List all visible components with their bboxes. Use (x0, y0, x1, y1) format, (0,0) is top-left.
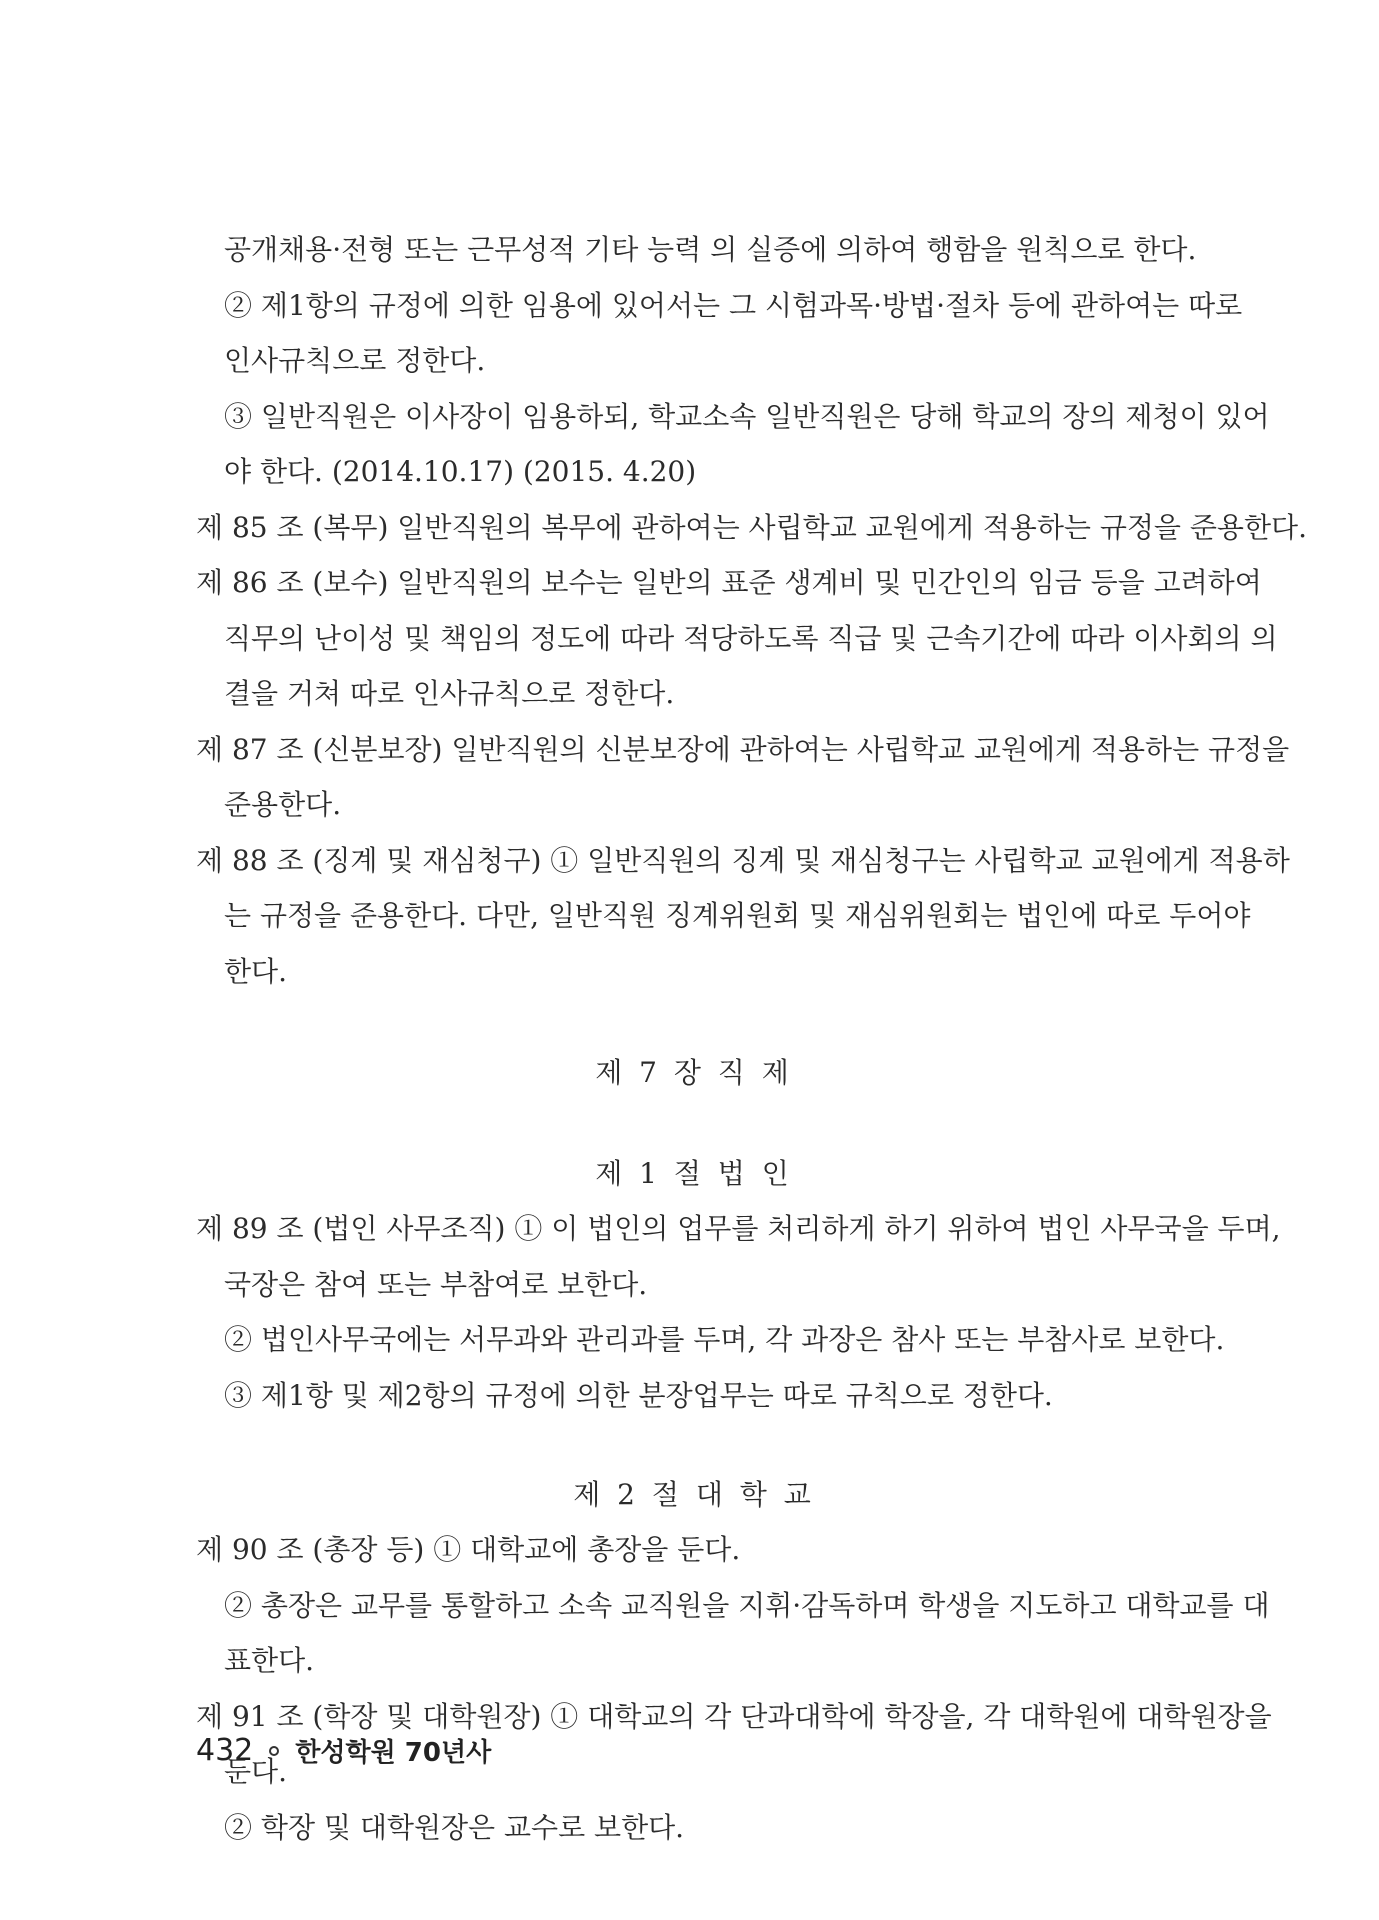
text-line: ③ 일반직원은 이사장이 임용하되, 학교소속 일반직원은 당해 학교의 장의 제청이 있어 (224, 399, 1270, 433)
article-86: 제 86 조 (보수) 일반직원의 보수는 일반의 표준 생계비 및 민간인의 임금 등을 고려하여 (196, 566, 1262, 599)
text-line: 결을 거쳐 따로 인사규칙으로 정한다. (224, 677, 675, 710)
text-line: ③ 제1항 및 제2항의 규정에 의한 분장업무는 따로 규칙으로 정한다. (224, 1378, 1053, 1412)
text-line: ② 제1항의 규정에 의한 임용에 있어서는 그 시험과목·방법·절차 등에 관하여는 따로 (224, 288, 1243, 322)
text-line: 는 규정을 준용한다. 다만, 일반직원 징계위원회 및 재심위원회는 법인에 따로 두어야 (224, 899, 1251, 932)
page-number: 432 (196, 1733, 254, 1768)
article-91: 제 91 조 (학장 및 대학원장) ① 대학교의 각 단과대학에 학장을, 각 대학원에 대학원장을 (196, 1699, 1272, 1733)
article-85: 제 85 조 (복무) 일반직원의 복무에 관하여는 사립학교 교원에게 적용하는 규정을 준용한다. (196, 510, 1307, 544)
bullet-icon (269, 1746, 279, 1756)
text-line: 둔다. (224, 1755, 287, 1788)
text-line: ② 법인사무국에는 서무과와 관리과를 두며, 각 과장은 참사 또는 부참사로 보한다. (224, 1323, 1225, 1356)
article-87: 제 87 조 (신분보장) 일반직원의 신분보장에 관하여는 사립학교 교원에게 적용하는 규정을 (196, 732, 1290, 766)
article-89: 제 89 조 (법인 사무조직) ① 이 법인의 업무를 처리하게 하기 위하여 법인 사무국을 두며, (196, 1212, 1281, 1245)
text-line: 국장은 참여 또는 부참여로 보한다. (224, 1267, 648, 1301)
text-line: 표한다. (224, 1644, 315, 1677)
text-line: 직무의 난이성 및 책임의 정도에 따라 적당하도록 직급 및 근속기간에 따라 이사회의 의 (224, 621, 1278, 655)
document-body (196, 222, 1307, 1855)
book-title: 한성학원 70년사 (295, 1738, 492, 1768)
section-heading: 제 2 절 대 학 교 (573, 1478, 815, 1511)
text-line: 준용한다. (224, 788, 342, 821)
text-line: 한다. (224, 954, 287, 988)
text-line: 인사규칙으로 정한다. (224, 344, 486, 377)
article-90: 제 90 조 (총장 등) ① 대학교에 총장을 둔다. (196, 1533, 741, 1566)
section-heading: 제 1 절 법 인 (595, 1157, 793, 1190)
text-line: 공개채용·전형 또는 근무성적 기타 능력 의 실증에 의하여 행함을 원칙으로 한다. (224, 233, 1197, 266)
text-line: 야 한다. (2014.10.17) (2015. 4.20) (224, 455, 697, 488)
article-88: 제 88 조 (징계 및 재심청구) ① 일반직원의 징계 및 재심청구는 사립학교 교원에게 적용하 (196, 843, 1290, 877)
page-footer (196, 1732, 491, 1769)
text-line: ② 학장 및 대학원장은 교수로 보한다. (224, 1810, 685, 1844)
text-line: ② 총장은 교무를 통할하고 소속 교직원을 지휘·감독하며 학생을 지도하고 대학교를 대 (224, 1588, 1270, 1622)
chapter-heading: 제 7 장 직 제 (595, 1056, 793, 1089)
